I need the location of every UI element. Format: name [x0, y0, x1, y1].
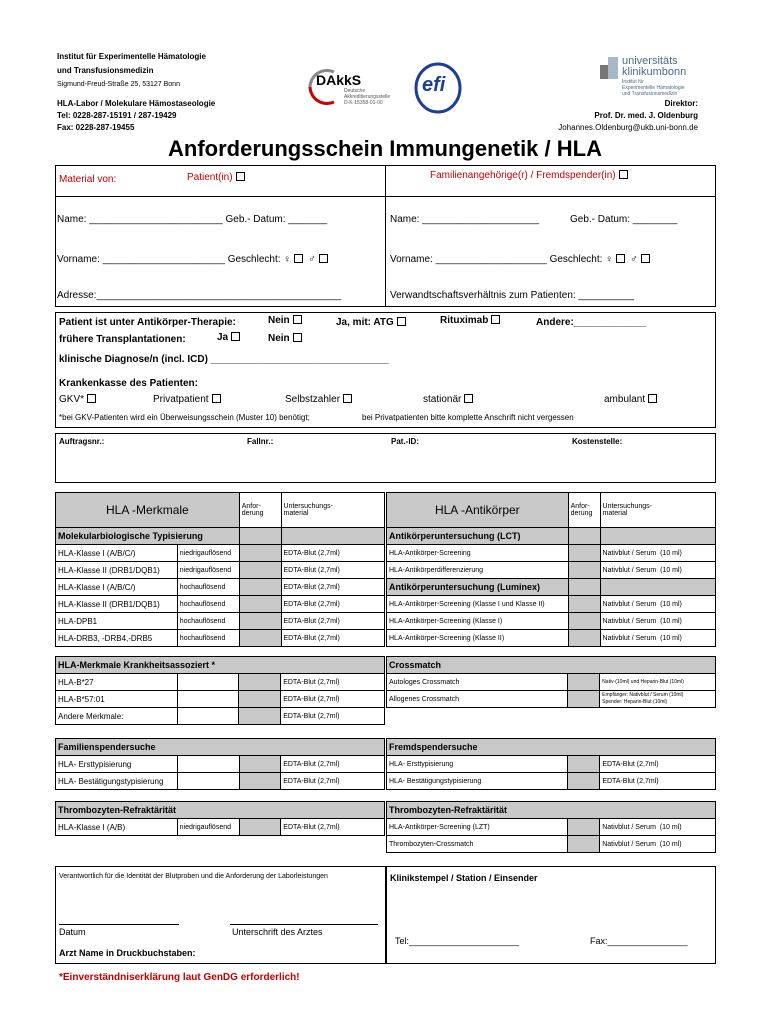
arzt-name-field[interactable]: Arzt Name in Druckbuchstaben:: [59, 948, 196, 958]
ukb-logo: [600, 55, 700, 99]
efi-logo: [413, 61, 463, 115]
table-row: [56, 579, 385, 596]
clinic-tel-field[interactable]: Tel:______________________: [395, 936, 520, 946]
resolution: [177, 773, 239, 790]
test-name: HLA-Klasse II (DRB1/DQB1): [56, 562, 178, 579]
institute-name-line2: und Transfusionsmedizin: [57, 66, 154, 75]
ukb-line5: und Transfusionsmedizin: [622, 91, 678, 97]
test-name: Autologes Crossmatch: [387, 674, 568, 691]
family-male-checkbox[interactable]: [641, 254, 650, 263]
sample-material: Nativ-(10ml) und Heparin-Blut (10ml): [600, 674, 716, 691]
request-checkbox-cell[interactable]: [568, 691, 600, 708]
director-label: Direktor:: [664, 99, 698, 108]
efi-text: efi: [422, 74, 446, 96]
patient-name-field[interactable]: Name: ________________________ Geb.- Datum: _______: [57, 214, 328, 225]
test-name: HLA- Ersttypisierung: [387, 756, 568, 773]
test-name: HLA-Antikörper-Screening (Klasse I): [387, 613, 569, 630]
test-name: HLA-Antikörper-Screening (LZT): [387, 819, 568, 836]
therapy-ja-atg[interactable]: Ja, mit: ATG: [336, 317, 406, 328]
sample-material: Nativblut / Serum (10 ml): [600, 819, 716, 836]
patient-address-field[interactable]: Adresse:____________________________________________: [57, 290, 342, 301]
test-name: HLA- Bestätigungstypisierung: [387, 773, 568, 790]
section-header: Thrombozyten-Refraktärität: [387, 802, 716, 819]
resolution: [177, 756, 239, 773]
request-checkbox-cell[interactable]: [568, 674, 600, 691]
table-row: [387, 596, 716, 613]
resolution: niedrigauflösend: [177, 545, 239, 562]
thrombo-right-table: [386, 801, 716, 853]
ambulant-option[interactable]: ambulant: [604, 394, 657, 405]
table-row: [56, 630, 385, 647]
section-header: Thrombozyten-Refraktärität: [56, 802, 385, 819]
table-row: [56, 691, 385, 708]
fremdspender-table: [386, 738, 716, 790]
test-name: HLA-B*57:01: [56, 691, 178, 708]
table-row: [387, 630, 716, 647]
request-checkbox-cell[interactable]: [239, 579, 281, 596]
transplant-label: frühere Transplantationen:: [59, 334, 186, 345]
patient-option[interactable]: Patient(in): [187, 172, 245, 183]
director-email: Johannes.Oldenburg@ukb.uni-bonn.de: [558, 123, 698, 132]
request-checkbox-cell[interactable]: [568, 756, 600, 773]
sample-material: EDTA-Blut (2,7ml): [281, 708, 385, 725]
test-name: HLA- Bestätigungstypisierung: [56, 773, 178, 790]
responsible-text: Verantwortlich für die Identität der Blutproben und die Anforderung der Laborleistungen: [59, 873, 328, 880]
section-header: Familienspendersuche: [56, 739, 385, 756]
patid-field[interactable]: Pat.-ID:: [391, 437, 419, 446]
therapy-label: Patient ist unter Antikörper-Therapie:: [59, 317, 236, 328]
ambulant-checkbox[interactable]: [648, 394, 657, 403]
therapy-rituximab-checkbox[interactable]: [491, 315, 500, 324]
test-name: HLA-DPB1: [56, 613, 178, 630]
diagnosis-field[interactable]: klinische Diagnose/n (incl. ICD) ________________________________: [59, 354, 389, 365]
privat-option[interactable]: Privatpatient: [153, 394, 221, 405]
test-name: Allogenes Crossmatch: [387, 691, 568, 708]
request-checkbox-cell[interactable]: [239, 630, 281, 647]
table-row: [56, 708, 385, 725]
fall-field[interactable]: Fallnr.:: [247, 437, 274, 446]
sample-material: EDTA-Blut (2,7ml): [281, 579, 384, 596]
material-label: Material von:: [59, 174, 117, 185]
sample-material: EDTA-Blut (2,7ml): [600, 773, 716, 790]
sample-material: EDTA-Blut (2,7ml): [281, 630, 384, 647]
test-name: HLA-Klasse I (A/B): [56, 819, 178, 836]
therapy-nein-checkbox[interactable]: [293, 315, 302, 324]
lab-tel: Tel: 0228-287-15191 / 287-19429: [57, 111, 177, 120]
sample-material: EDTA-Blut (2,7ml): [281, 756, 385, 773]
sample-material: EDTA-Blut (2,7ml): [281, 562, 384, 579]
table-row: [56, 819, 385, 836]
clinic-stamp-label: Klinikstempel / Station / Einsender: [390, 873, 538, 883]
col-anforderung: Anfor- derung: [568, 493, 600, 528]
request-checkbox-cell[interactable]: [239, 545, 281, 562]
table-row: [387, 836, 716, 853]
request-checkbox-cell[interactable]: [239, 596, 281, 613]
resolution: hochauflösend: [177, 579, 239, 596]
request-checkbox-cell[interactable]: [239, 756, 281, 773]
family-geb-field[interactable]: Geb.- Datum: ________: [570, 214, 678, 225]
patient-male-checkbox[interactable]: [319, 254, 328, 263]
test-name: Thrombozyten-Crossmatch: [387, 836, 568, 853]
family-option[interactable]: Familienangehörige(r) / Fremdspender(in): [430, 170, 628, 181]
test-name: HLA-Antikörperdifferenzierung: [387, 562, 569, 579]
section-header: HLA-Merkmale Krankheitsassoziert *: [56, 657, 385, 674]
table-row: [387, 613, 716, 630]
stationaer-checkbox[interactable]: [464, 394, 473, 403]
ukb-line4: Experimentelle Hämatologie: [622, 85, 685, 91]
sample-material: Nativblut / Serum (10 ml): [600, 596, 715, 613]
test-name: HLA-Antikörper-Screening (Klasse I und Klasse II): [387, 596, 569, 613]
resolution: [177, 691, 239, 708]
sample-material: EDTA-Blut (2,7ml): [281, 819, 385, 836]
request-checkbox-cell[interactable]: [568, 545, 600, 562]
therapy-nein[interactable]: Nein: [268, 315, 302, 326]
request-checkbox-cell[interactable]: [568, 596, 600, 613]
section-header: Crossmatch: [387, 657, 716, 674]
section-header: Antikörperuntersuchung (LCT): [387, 528, 569, 545]
request-checkbox-cell[interactable]: [568, 836, 600, 853]
request-checkbox-cell[interactable]: [568, 562, 600, 579]
crossmatch-table: [386, 656, 716, 708]
therapy-section: [55, 312, 716, 428]
family-female-checkbox[interactable]: [616, 254, 625, 263]
resolution: [177, 708, 239, 725]
table-row: [56, 756, 385, 773]
request-checkbox-cell[interactable]: [239, 708, 281, 725]
table-row: [56, 545, 385, 562]
resolution: hochauflösend: [177, 630, 239, 647]
dakks-logo: [304, 64, 404, 110]
hla-krankheit-table: [55, 656, 385, 725]
sample-material: EDTA-Blut (2,7ml): [281, 691, 385, 708]
sample-material: Empfänger: Nativblut / Serum (10ml) Spender: Heparin-Blut (10ml): [600, 691, 716, 708]
unterschrift-field[interactable]: Unterschrift des Arztes: [232, 927, 323, 937]
table-row: [56, 562, 385, 579]
dakks-code: D-K-15358-01-00: [344, 100, 383, 106]
section-header: Antikörperuntersuchung (Luminex): [387, 579, 569, 596]
sample-material: EDTA-Blut (2,7ml): [600, 756, 716, 773]
col-anforderung: Anfor- derung: [239, 493, 281, 528]
resolution: niedrigauflösend: [177, 819, 239, 836]
selbstzahler-option[interactable]: Selbstzahler: [285, 394, 352, 405]
familienspender-table: [55, 738, 385, 790]
clinic-fax-field[interactable]: Fax:________________: [590, 936, 688, 946]
table-row: [387, 773, 716, 790]
patient-vorname-field[interactable]: Vorname: ______________________ Geschlecht: ♀ ♂: [57, 254, 328, 265]
request-checkbox-cell[interactable]: [239, 562, 281, 579]
test-name: HLA-Klasse I (A/B/C/): [56, 579, 178, 596]
gkv-option[interactable]: GKV*: [59, 394, 96, 405]
transplant-ja-checkbox[interactable]: [231, 332, 240, 341]
dakks-sub1: Deutsche: [344, 88, 366, 94]
request-checkbox-cell[interactable]: [568, 613, 600, 630]
table-row: [56, 613, 385, 630]
family-checkbox[interactable]: [619, 170, 628, 179]
therapy-andere[interactable]: Andere:_____________: [536, 317, 647, 328]
sample-material: Nativblut / Serum (10 ml): [600, 630, 715, 647]
kostenstelle-field[interactable]: Kostenstelle:: [572, 437, 623, 446]
dakks-title: DAkkS: [316, 72, 362, 88]
request-checkbox-cell[interactable]: [239, 674, 281, 691]
request-checkbox-cell[interactable]: [568, 773, 600, 790]
sample-material: EDTA-Blut (2,7ml): [281, 773, 385, 790]
table-title: HLA -Merkmale: [56, 493, 240, 528]
resolution: niedrigauflösend: [177, 562, 239, 579]
family-name-field[interactable]: Name: _____________________: [390, 214, 540, 225]
family-vorname-field[interactable]: Vorname: ____________________ Geschlecht: ♀ ♂: [390, 254, 650, 265]
table-row: [387, 562, 716, 579]
ukb-line1: universitäts: [622, 55, 678, 67]
transplant-nein[interactable]: Nein: [268, 333, 302, 344]
privat-checkbox[interactable]: [212, 394, 221, 403]
footnote-privat: bei Privatpatienten bitte komplette Anschrift nicht vergessen: [362, 413, 574, 422]
col-material: Untersuchungs- material: [600, 493, 715, 528]
institute-name-line1: Institut für Experimentelle Hämatologie: [57, 52, 206, 61]
ukb-emblem-icon: [600, 57, 620, 81]
insurance-label: Krankenkasse des Patienten:: [59, 378, 198, 389]
therapy-atg-checkbox[interactable]: [397, 317, 406, 326]
test-name: HLA-Antikörper-Screening: [387, 545, 569, 562]
dakks-sub2: Akkreditierungsstelle: [344, 94, 391, 100]
test-name: HLA-DRB3, -DRB4,-DRB5: [56, 630, 178, 647]
table-title: HLA -Antikörper: [387, 493, 569, 528]
section-header: Molekularbiologische Typisierung: [56, 528, 240, 545]
stationaer-option[interactable]: stationär: [423, 394, 473, 405]
auftrag-field[interactable]: Auftragsnr.:: [59, 437, 105, 446]
ukb-line2: klinikumbonn: [622, 66, 687, 78]
ukb-line3: Institut für: [622, 79, 644, 85]
test-name: HLA-Antikörper-Screening (Klasse II): [387, 630, 569, 647]
col-material: Untersuchungs- material: [281, 493, 384, 528]
relationship-field[interactable]: Verwandtschaftsverhältnis zum Patienten: __________: [390, 290, 635, 301]
request-checkbox-cell[interactable]: [239, 613, 281, 630]
test-name: Andere Merkmale:: [56, 708, 178, 725]
test-name: HLA-B*27: [56, 674, 178, 691]
datum-field[interactable]: Datum: [59, 927, 86, 937]
page-title: Anforderungsschein Immungenetik / HLA: [168, 136, 602, 161]
test-name: HLA-Klasse II (DRB1/DQB1): [56, 596, 178, 613]
thrombo-left-table: [55, 801, 385, 836]
table-row: [387, 691, 716, 708]
gkv-checkbox[interactable]: [87, 394, 96, 403]
consent-notice: *Einverständniserklärung laut GenDG erforderlich!: [59, 972, 300, 983]
patient-female-checkbox[interactable]: [294, 254, 303, 263]
request-checkbox-cell[interactable]: [239, 773, 281, 790]
footnote-gkv: *bei GKV-Patienten wird ein Überweisungsschein (Muster 10) benötigt;: [59, 413, 310, 422]
sample-material: Nativblut / Serum (10 ml): [600, 836, 716, 853]
selbstzahler-checkbox[interactable]: [343, 394, 352, 403]
table-row: [387, 819, 716, 836]
test-name: HLA- Ersttypisierung: [56, 756, 178, 773]
table-row: [387, 545, 716, 562]
resolution: hochauflösend: [177, 613, 239, 630]
lab-fax: Fax: 0228-287-19455: [57, 123, 135, 132]
sample-material: Nativblut / Serum (10 ml): [600, 562, 715, 579]
request-checkbox-cell[interactable]: [239, 691, 281, 708]
sample-material: EDTA-Blut (2,7ml): [281, 613, 384, 630]
table-row: [56, 596, 385, 613]
sample-material: EDTA-Blut (2,7ml): [281, 545, 384, 562]
transplant-ja[interactable]: Ja: [217, 332, 240, 343]
request-checkbox-cell[interactable]: [239, 819, 281, 836]
sample-material: EDTA-Blut (2,7ml): [281, 596, 384, 613]
resolution: [177, 674, 239, 691]
request-checkbox-cell[interactable]: [568, 819, 600, 836]
sample-material: Nativblut / Serum (10 ml): [600, 613, 715, 630]
resolution: hochauflösend: [177, 596, 239, 613]
test-name: HLA-Klasse I (A/B/C/): [56, 545, 178, 562]
table-row: [56, 674, 385, 691]
request-checkbox-cell[interactable]: [568, 630, 600, 647]
sample-material: Nativblut / Serum (10 ml): [600, 545, 715, 562]
director-name: Prof. Dr. med. J. Oldenburg: [594, 111, 698, 120]
sample-material: EDTA-Blut (2,7ml): [281, 674, 385, 691]
transplant-nein-checkbox[interactable]: [293, 333, 302, 342]
hla-antikoerper-table: [386, 492, 716, 647]
lab-name: HLA-Labor / Molekulare Hämostaseologie: [57, 99, 216, 108]
hla-merkmale-table: [55, 492, 385, 647]
section-header: Fremdspendersuche: [387, 739, 716, 756]
patient-checkbox[interactable]: [236, 172, 245, 181]
institute-address: Sigmund-Freud-Straße 25, 53127 Bonn: [57, 81, 180, 88]
table-row: [387, 674, 716, 691]
table-row: [56, 773, 385, 790]
therapy-rituximab[interactable]: Rituximab: [440, 315, 500, 326]
table-row: [387, 756, 716, 773]
